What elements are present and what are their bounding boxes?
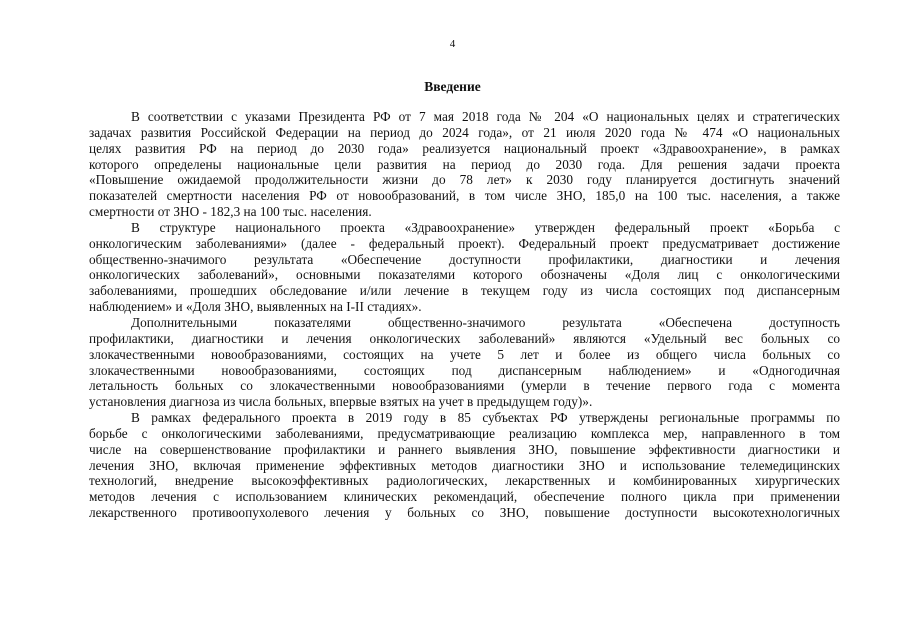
paragraph-line: методов лечения с использованием клинических рекомендаций, обеспечение полного цикла при применении [89, 489, 840, 505]
paragraph-line: заболеваниями, прошедших обследование и/или лечение в текущем году из числа состоящих под диспансерным [89, 283, 840, 299]
paragraph-line: целях развития РФ на период до 2030 года» реализуется национальный проект «Здравоохранение», в рамках [89, 140, 840, 156]
paragraph [89, 410, 840, 521]
paragraph-line: В структуре национального проекта «Здравоохранение» утвержден федеральный проект «Борьба с [131, 219, 840, 235]
paragraph-line: онкологическим заболеваниями» (далее - федеральный проект). Федеральный проект предусматривает достижение [89, 235, 840, 251]
paragraph [89, 109, 840, 220]
paragraph-line: наблюдением» и «Доля ЗНО, выявленных на I-II стадиях». [89, 299, 422, 315]
paragraph-line: В соответствии с указами Президента РФ от 7 мая 2018 года № 204 «О национальных целях и стратегических [131, 109, 840, 124]
paragraph-line: летальность больных со злокачественными новообразованиями (умерли в течение первого года с момента [89, 378, 840, 394]
paragraph [89, 220, 840, 315]
section-heading: Введение [424, 79, 481, 94]
document-body [89, 109, 840, 521]
paragraph-line: профилактики, диагностики и лечения онкологических заболеваний» являются «Удельный вес больных со [89, 330, 840, 346]
paragraph-line: числе на совершенствование профилактики и раннего выявления ЗНО, повышение эффективности диагностики и [89, 441, 840, 457]
paragraph-line: установления диагноза из числа больных, впервые взятых на учет в предыдущем году)». [89, 394, 593, 410]
paragraph-line: показателей смертности населения РФ от новообразований, в том числе ЗНО, 185,0 на 100 тыс. населения, а также [89, 188, 840, 204]
paragraph-line: которого определены национальные цели развития на период до 2030 года. Для решения задачи проекта [89, 156, 840, 172]
paragraph-line: лечения ЗНО, включая применение эффективных методов диагностики ЗНО и использование телемедицинских [89, 457, 840, 473]
paragraph-line: В рамках федерального проекта в 2019 году в 85 субъектах РФ утверждены региональные программы по [131, 410, 840, 426]
paragraph-line: смертности от ЗНО - 182,3 на 100 тыс. населения. [89, 204, 372, 220]
paragraph-line: Дополнительными показателями общественно-значимого результата «Обеспечена доступность [131, 314, 840, 330]
paragraph-line: злокачественными новообразованиями, состоящих на учете 5 лет и более из общего числа больных со [89, 346, 840, 362]
paragraph-line: онкологических заболеваний», основными показателями которого обозначены «Доля лиц с онкологическими [89, 267, 840, 283]
paragraph [89, 315, 840, 410]
paragraph-line: технологий, внедрение высокоэффективных радиологических, лекарственных и комбинированных хирургических [89, 473, 840, 489]
paragraph-line: «Повышение ожидаемой продолжительности жизни до 78 лет» к 2030 году планируется достигнуть значений [89, 172, 840, 188]
page-number: 4 [449, 38, 456, 50]
paragraph-line: борьбе с онкологическими заболеваниями, предусматривающие реализацию комплекса мер, направленного в том [89, 425, 840, 441]
paragraph-line: злокачественными новообразованиями, состоящих под диспансерным наблюдением» и «Одногодичная [89, 362, 840, 378]
paragraph-line: общественно-значимого результата «Обеспечение доступности профилактики, диагностики и лечения [89, 251, 840, 267]
paragraph-line: задачах развития Российской Федерации на период до 2024 года», от 21 июля 2020 года № 474 «О национальных [89, 124, 840, 140]
paragraph-line: лекарственного противоопухолевого лечения у больных со ЗНО, повышение доступности высокотехнологичных [89, 505, 840, 521]
